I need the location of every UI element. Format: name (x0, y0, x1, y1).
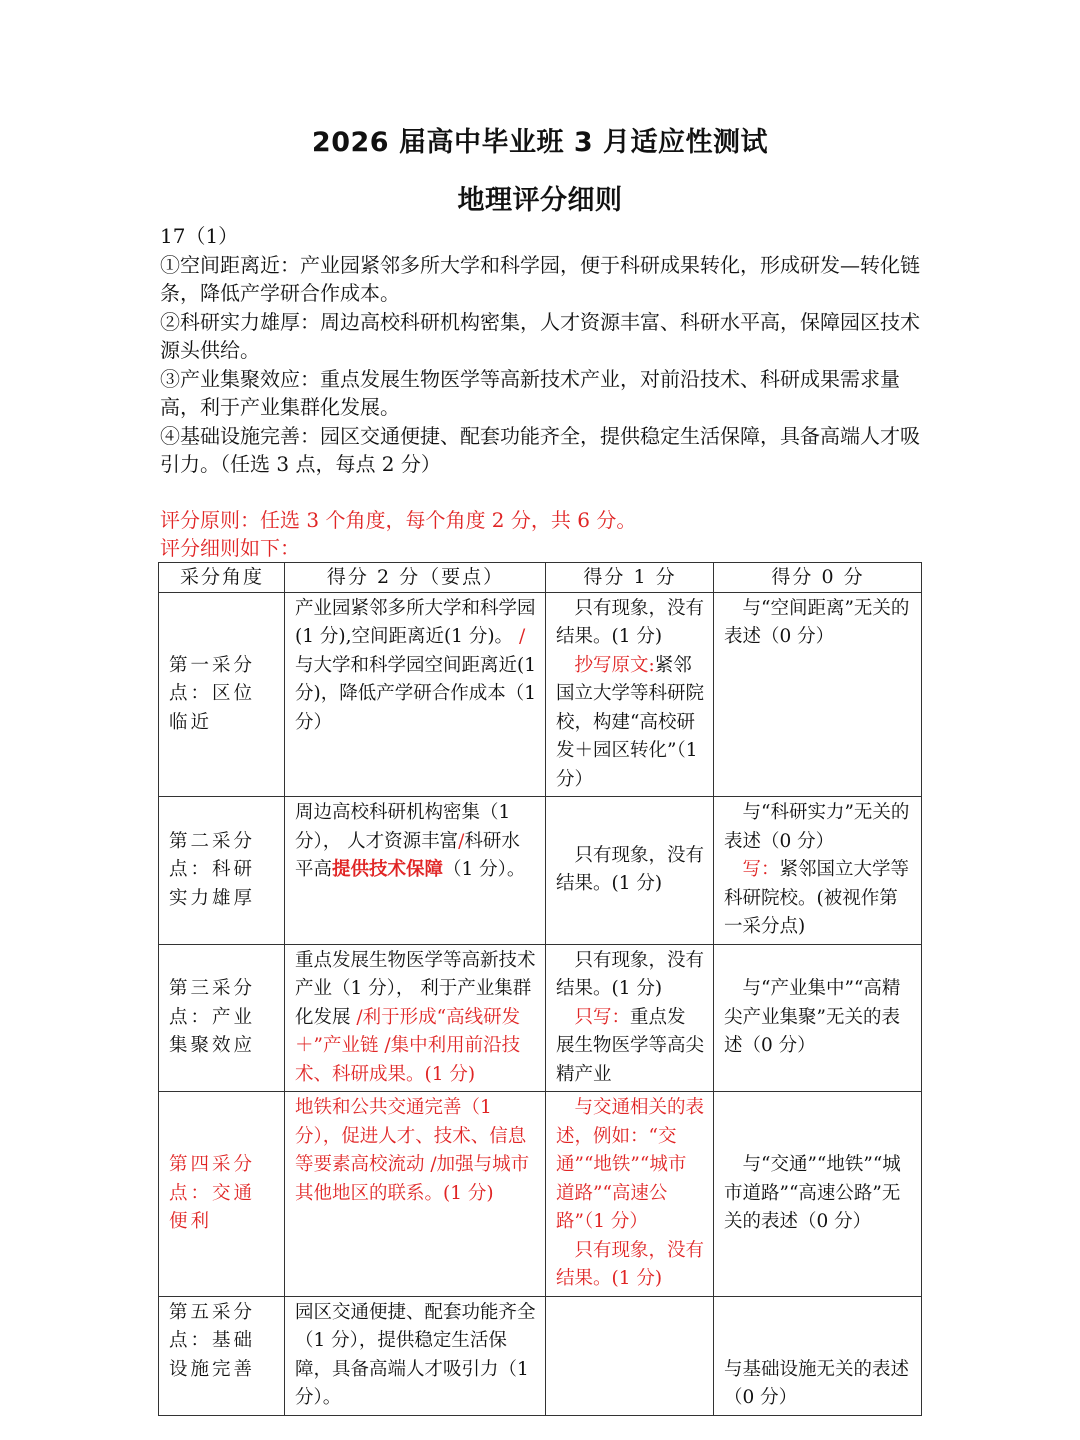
key-phrase: 提供技术保障 (332, 859, 444, 880)
score-0-cell: 与基础设施无关的表述（0 分） (714, 1296, 922, 1415)
header-score-2: 得分 2 分（要点） (285, 563, 546, 593)
answer-point-1: ①空间距离近：产业园紧邻多所大学和科学园，便于科研成果转化，形成研发—转化链条，降低产学研合作成本。 (160, 252, 920, 305)
table-row (159, 1092, 922, 1297)
scoring-table (158, 562, 922, 1416)
score-1-cell: 与交通相关的表述，例如：“交通”“地铁”“城市道路”“高速公路”（1 分） 只有现象，没有结果。(1 分) (546, 1092, 714, 1297)
score-2-cell: 地铁和公共交通完善（1 分），促进人才、技术、信息等要素高校流动 /加强与城市其他地区的联系。(1 分) (285, 1092, 546, 1297)
angle-cell: 第二采分点：科研实力雄厚 (159, 797, 285, 945)
angle-cell: 第一采分点：区位临近 (159, 592, 285, 797)
score-2-cell: 产业园紧邻多所大学和科学园(1 分),空间距离近(1 分)。 / 与大学和科学园空间距离近(1 分)，降低产学研合作成本（1 分） (285, 592, 546, 797)
header-score-1: 得分 1 分 (546, 563, 714, 593)
question-number: 17（1） (160, 224, 239, 248)
separator: / (518, 626, 526, 647)
score-0-cell: 与“空间距离”无关的表述（0 分） (714, 592, 922, 797)
answer-point-3: ③产业集聚效应：重点发展生物医学等高新技术产业，对前沿技术、科研成果需求量高，利于产业集群化发展。 (160, 366, 900, 419)
score-0-cell: 与“科研实力”无关的表述（0 分） 写：紧邻国立大学等科研院校。(被视作第一采分点) (714, 797, 922, 945)
answer-intro (160, 222, 920, 479)
table-row (159, 592, 922, 797)
answer-point-2: ②科研实力雄厚：周边高校科研机构密集，人才资源丰富、科研水平高，保障园区技术源头供给。 (160, 309, 920, 362)
score-1-cell: 只有现象，没有结果。(1 分) 抄写原文:紧邻国立大学等科研院校，构建“高校研发＋园区转化”（1 分） (546, 592, 714, 797)
table-row (159, 1296, 922, 1415)
score-0-cell: 与“交通”“地铁”“城市道路”“高速公路”无关的表述（0 分） (714, 1092, 922, 1297)
angle-cell: 第四采分点：交通便利 (159, 1092, 285, 1297)
table-row (159, 944, 922, 1092)
header-score-0: 得分 0 分 (714, 563, 922, 593)
scoring-principle (160, 506, 920, 562)
table-row (159, 797, 922, 945)
score-2-cell: 园区交通便捷、配套功能齐全（1 分），提供稳定生活保障，具备高端人才吸引力（1 分）。 (285, 1296, 546, 1415)
answer-point-4: ④基础设施完善：园区交通便捷、配套功能齐全，提供稳定生活保障，具备高端人才吸引力。（任选 3 点，每点 2 分） (160, 423, 920, 476)
score-2-cell: 周边高校科研机构密集（1 分）， 人才资源丰富/科研水平高提供技术保障（1 分）。 (285, 797, 546, 945)
scoring-detail-heading: 评分细则如下： (160, 536, 300, 560)
page-title: 2026 届高中毕业班 3 月适应性测试 (311, 127, 769, 158)
score-1-cell: 只有现象，没有结果。(1 分) (546, 797, 714, 945)
angle-cell: 第五采分点：基础设施完善 (159, 1296, 285, 1415)
scoring-principle-line: 评分原则：任选 3 个角度，每个角度 2 分，共 6 分。 (160, 508, 637, 532)
copy-original-label: 抄写原文: (574, 654, 655, 676)
score-0-cell: 与“产业集中”“高精尖产业集聚”无关的表述（0 分） (714, 944, 922, 1092)
score-1-cell: 只有现象，没有结果。(1 分) 只写：重点发展生物医学等高尖精产业 (546, 944, 714, 1092)
score-2-cell: 重点发展生物医学等高新技术产业（1 分）， 利于产业集群化发展 /利于形成“高线研发＋”产业链 /集中利用前沿技术、科研成果。(1 分) (285, 944, 546, 1092)
page-subtitle: 地理评分细则 (457, 185, 623, 216)
angle-cell: 第三采分点：产业集聚效应 (159, 944, 285, 1092)
score-1-cell (546, 1296, 714, 1415)
header-angle: 采分角度 (159, 563, 285, 593)
table-header-row (159, 563, 922, 593)
